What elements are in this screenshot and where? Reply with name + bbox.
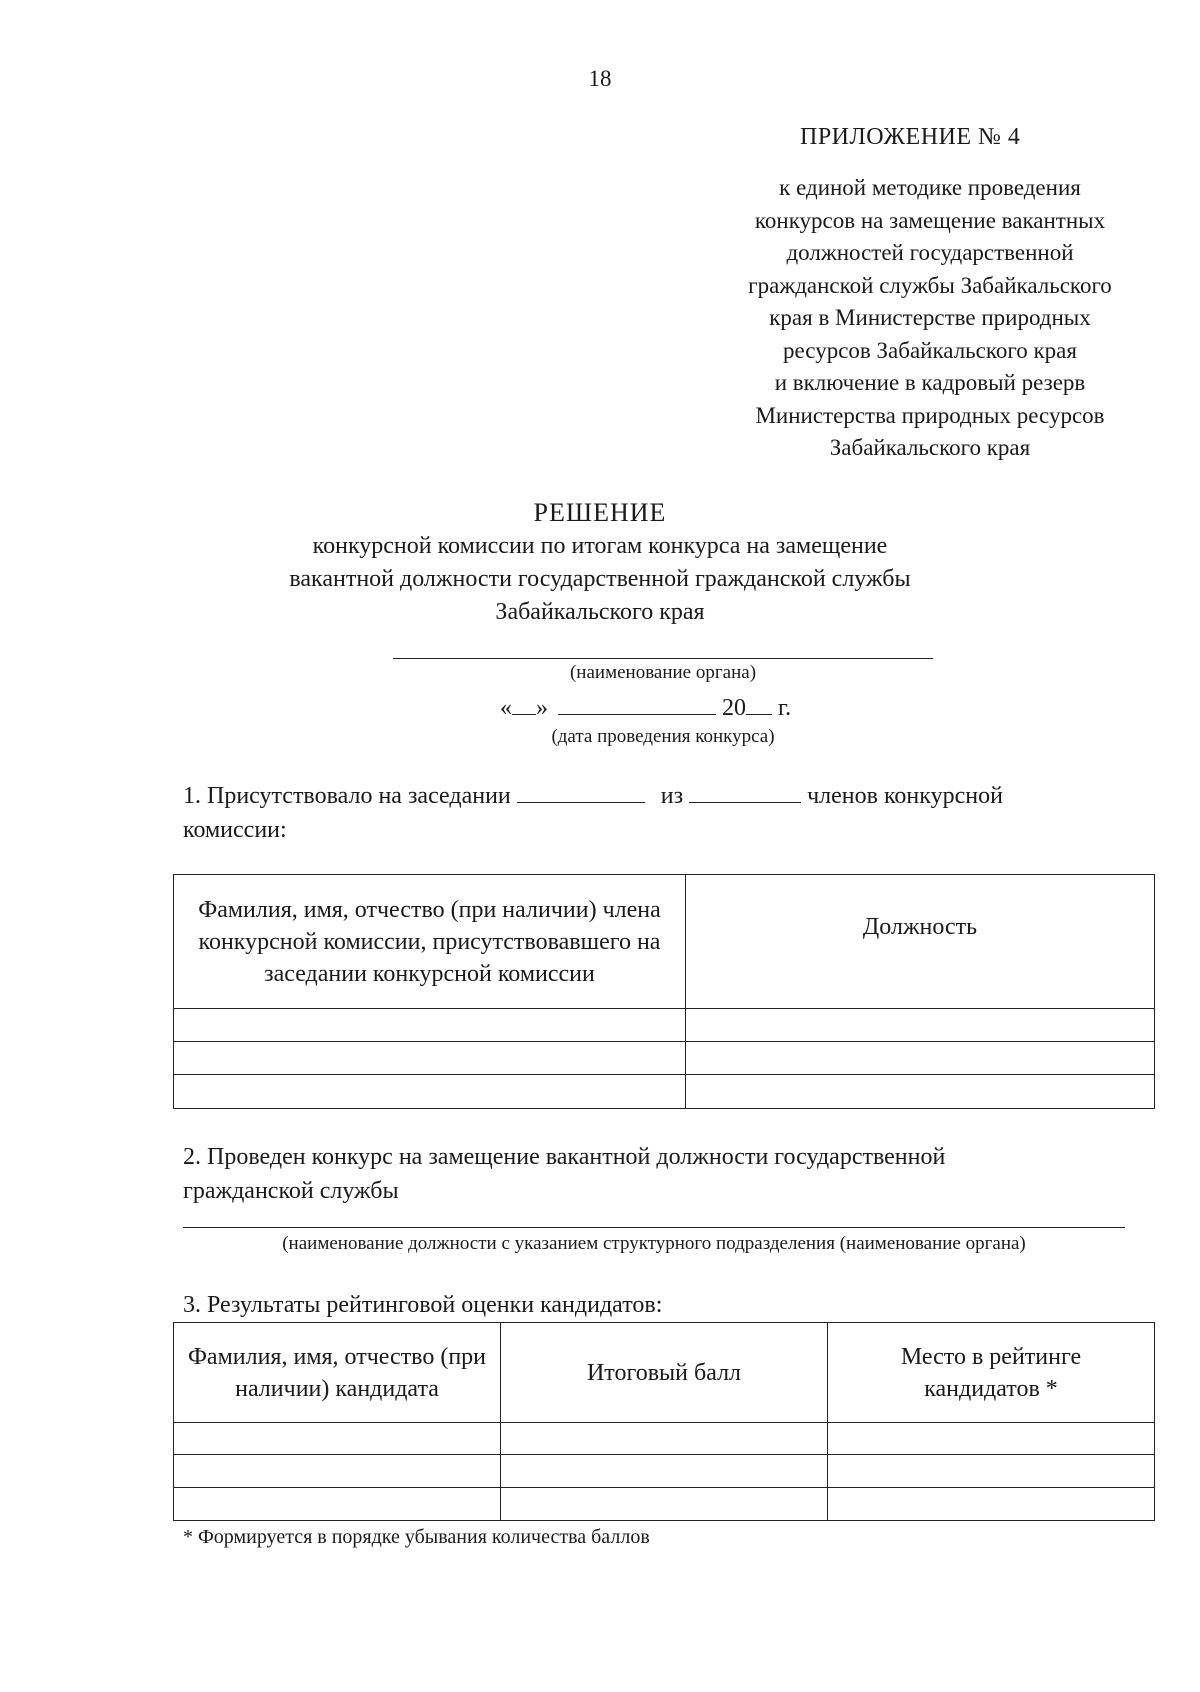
appendix-line: конкурсов на замещение вакантных [754,207,1106,233]
appendix-line: должностей государственной [786,240,1074,265]
commission-table-header-row [174,875,1155,1009]
appendix-title: ПРИЛОЖЕНИЕ № 4 [800,124,1021,150]
table-row [174,1423,1155,1455]
year-suffix: г. [778,695,792,721]
decision-subtitle-line: вакантной должности государственной гражданской службы [289,566,911,592]
appendix-line: гражданской службы Забайкальского [748,272,1112,298]
section1-text-c: членов конкурсной [807,783,1003,809]
year-prefix: 20 [722,695,746,721]
table-cell [828,1455,1155,1488]
header-candidate-name: Фамилия, имя, отчество (при наличии) кандидата [174,1323,501,1423]
organ-name-line [393,658,933,659]
section1-text-b: из [660,783,684,809]
decision-subtitle-line: Забайкальского края [495,599,705,625]
total-count-blank [689,780,801,803]
table-row [174,1455,1155,1488]
table-cell [501,1455,828,1488]
table-row [174,1488,1155,1521]
table-cell [174,1423,501,1455]
table-cell [686,1009,1155,1042]
header-member-name: Фамилия, имя, отчество (при наличии) члена конкурсной комиссии, присутствовавшего на заседании конкурсной комиссии [174,875,686,1009]
table-cell [174,1009,686,1042]
appendix-line: края в Министерстве природных [769,305,1091,330]
table-cell [828,1488,1155,1521]
section2-line1: 2. Проведен конкурс на замещение вакантной должности государственной [183,1144,946,1170]
decision-title: РЕШЕНИЕ [533,498,667,527]
table-cell [174,1455,501,1488]
table-cell [828,1423,1155,1455]
rating-table-header-row [174,1323,1155,1423]
header-position: Должность [686,875,1155,1009]
table-cell [174,1042,686,1075]
day-blank [512,692,536,715]
date-line [500,692,791,722]
decision-subtitle-line: конкурсной комиссии по итогам конкурса на замещение [312,533,888,559]
organ-caption: (наименование органа) [569,662,757,683]
section3-title: 3. Результаты рейтинговой оценки кандидатов: [183,1292,663,1318]
month-blank [558,692,716,715]
table-row [174,1042,1155,1075]
table-cell [174,1488,501,1521]
commission-table [173,874,1155,1109]
decision-subtitle [230,530,970,629]
table-cell [686,1075,1155,1109]
appendix-line: Забайкальского края [829,435,1031,460]
section1-text-d: комиссии: [183,817,287,843]
table-cell [501,1488,828,1521]
rating-table [173,1322,1155,1521]
appendix-description [660,172,1200,465]
header-total-score: Итоговый балл [501,1323,828,1423]
appendix-line: к единой методике проведения [779,175,1081,200]
table-cell [501,1423,828,1455]
appendix-line: Министерства природных ресурсов [755,402,1105,428]
date-open-quote: « [500,695,512,721]
table-row [174,1009,1155,1042]
header-rating-place: Место в рейтинге кандидатов * [828,1323,1155,1423]
position-caption: (наименование должности с указанием структурного подразделения (наименование органа) [282,1233,1026,1254]
section2-line2: гражданской службы [183,1178,399,1204]
appendix-line: и включение в кадровый резерв [774,370,1086,395]
date-caption: (дата проведения конкурса) [551,726,775,747]
appendix-line: ресурсов Забайкальского края [783,337,1077,363]
footnote: * Формируется в порядке убывания количества баллов [183,1526,650,1548]
year-blank [746,692,772,715]
present-count-blank [517,780,645,803]
table-cell [686,1042,1155,1075]
date-close-quote: » [536,695,548,721]
table-row [174,1075,1155,1109]
position-name-line [183,1227,1125,1228]
section1-text-a: 1. Присутствовало на заседании [183,783,511,809]
table-cell [174,1075,686,1109]
page-number: 18 [588,66,612,91]
section1-text [183,779,1123,813]
